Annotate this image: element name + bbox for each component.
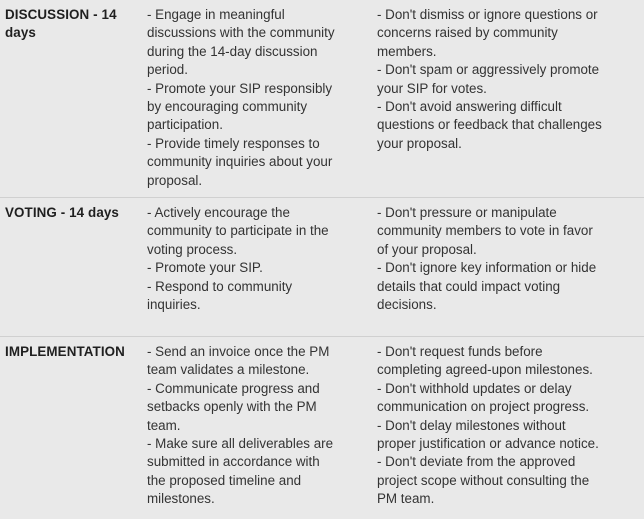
dos-line: team validates a milestone.: [147, 362, 310, 378]
dos-line: voting process.: [147, 241, 238, 257]
donts-line: your proposal.: [377, 135, 462, 151]
dos-line: proposal.: [147, 172, 203, 188]
donts-line: communication on project progress.: [377, 399, 590, 415]
dos-line: the proposed timeline and: [147, 472, 302, 488]
dos-line: period.: [147, 62, 188, 78]
stage-cell: [5, 343, 135, 361]
stage-cell: [5, 6, 135, 43]
donts-line: concerns raised by community: [377, 25, 558, 41]
donts-line: - Don't deviate from the approved: [377, 454, 576, 470]
donts-line: details that could impact voting: [377, 278, 561, 294]
donts-line: PM team.: [377, 491, 435, 507]
dos-line: - Actively encourage the: [147, 205, 290, 220]
donts-line: - Don't request funds before: [377, 344, 543, 359]
donts-line: members.: [377, 43, 437, 59]
donts-line: - Don't dismiss or ignore questions or: [377, 7, 598, 22]
dos-line: setbacks openly with the PM: [147, 399, 317, 415]
stage-text: VOTING - 14 days: [5, 205, 119, 220]
dos-line: - Send an invoice once the PM: [147, 344, 330, 359]
dos-line: - Provide timely responses to: [147, 135, 320, 151]
donts-cell: [377, 343, 635, 509]
donts-line: completing agreed-upon milestones.: [377, 362, 593, 378]
donts-line: - Don't pressure or manipulate: [377, 205, 557, 220]
dos-line: - Communicate progress and: [147, 380, 320, 396]
stage-text: DISCUSSION - 14: [5, 7, 117, 22]
dos-line: submitted in accordance with: [147, 454, 320, 470]
donts-line: of your proposal.: [377, 241, 477, 257]
dos-cell: [147, 6, 365, 190]
donts-line: community members to vote in favor: [377, 223, 593, 239]
donts-cell: [377, 6, 635, 153]
donts-line: questions or feedback that challenges: [377, 117, 602, 133]
dos-line: - Promote your SIP responsibly: [147, 80, 333, 96]
donts-line: - Don't delay milestones without: [377, 417, 566, 433]
donts-line: project scope without consulting the: [377, 472, 590, 488]
dos-line: community inquiries about your: [147, 154, 333, 170]
table-row-voting: [0, 197, 644, 337]
dos-line: team.: [147, 417, 181, 433]
dos-line: participation.: [147, 117, 223, 133]
dos-line: - Engage in meaningful: [147, 7, 285, 22]
donts-line: - Don't spam or aggressively promote: [377, 62, 600, 78]
donts-line: decisions.: [377, 297, 437, 313]
stage-text: days: [5, 25, 36, 41]
dos-line: inquiries.: [147, 297, 201, 313]
table-row-implementation: [0, 336, 644, 519]
dos-line: - Promote your SIP.: [147, 260, 263, 276]
donts-cell: [377, 204, 635, 314]
dos-line: by encouraging community: [147, 99, 308, 115]
stage-text: IMPLEMENTATION: [5, 344, 125, 359]
table-row-discussion: [0, 0, 644, 197]
donts-line: proper justification or advance notice.: [377, 436, 599, 452]
dos-line: - Make sure all deliverables are: [147, 436, 334, 452]
donts-line: your SIP for votes.: [377, 80, 487, 96]
dos-line: during the 14-day discussion: [147, 43, 318, 59]
dos-line: milestones.: [147, 491, 215, 507]
donts-line: - Don't avoid answering difficult: [377, 99, 562, 115]
donts-line: - Don't ignore key information or hide: [377, 260, 597, 276]
dos-line: community to participate in the: [147, 223, 329, 239]
donts-line: - Don't withhold updates or delay: [377, 380, 572, 396]
dos-cell: [147, 204, 365, 314]
dos-line: discussions with the community: [147, 25, 335, 41]
dos-line: - Respond to community: [147, 278, 293, 294]
dos-cell: [147, 343, 365, 509]
stage-cell: [5, 204, 135, 222]
